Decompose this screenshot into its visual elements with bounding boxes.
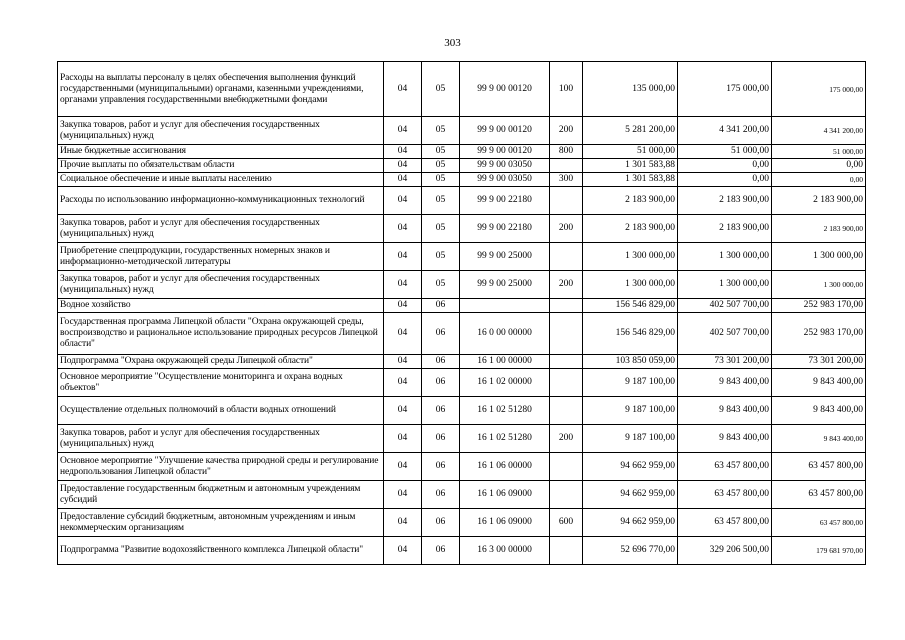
row-name: Подпрограмма "Развитие водохозяйственного комплекса Липецкой области" xyxy=(58,537,384,565)
section-code: 04 xyxy=(384,299,422,313)
subsection-code: 06 xyxy=(422,425,460,453)
expense-type-code xyxy=(550,187,583,215)
amount-year-3: 9 843 400,00 xyxy=(772,425,866,453)
subsection-code: 06 xyxy=(422,369,460,397)
amount-year-2: 63 457 800,00 xyxy=(678,453,772,481)
target-article-code: 99 9 00 25000 xyxy=(460,243,550,271)
subsection-code: 05 xyxy=(422,117,460,145)
amount-year-3: 9 843 400,00 xyxy=(772,369,866,397)
amount-year-3: 63 457 800,00 xyxy=(772,453,866,481)
amount-year-3: 51 000,00 xyxy=(772,145,866,159)
table-row xyxy=(58,481,866,509)
table-row xyxy=(58,313,866,355)
amount-year-1: 1 300 000,00 xyxy=(583,271,678,299)
subsection-code: 06 xyxy=(422,313,460,355)
amount-year-3: 1 300 000,00 xyxy=(772,243,866,271)
subsection-code: 06 xyxy=(422,481,460,509)
budget-table xyxy=(57,61,866,565)
expense-type-code: 300 xyxy=(550,173,583,187)
target-article-code: 16 1 02 51280 xyxy=(460,397,550,425)
amount-year-2: 9 843 400,00 xyxy=(678,425,772,453)
amount-year-2: 1 300 000,00 xyxy=(678,271,772,299)
table-row xyxy=(58,271,866,299)
expense-type-code xyxy=(550,243,583,271)
amount-year-3: 252 983 170,00 xyxy=(772,299,866,313)
table-row xyxy=(58,453,866,481)
subsection-code: 06 xyxy=(422,509,460,537)
row-name: Закупка товаров, работ и услуг для обеспечения государственных (муниципальных) нужд xyxy=(58,215,384,243)
target-article-code: 16 1 02 00000 xyxy=(460,369,550,397)
table-row xyxy=(58,159,866,173)
amount-year-3: 175 000,00 xyxy=(772,62,866,117)
row-name: Основное мероприятие "Улучшение качества природной среды и регулирование недропользования Липецкой области" xyxy=(58,453,384,481)
amount-year-2: 0,00 xyxy=(678,173,772,187)
amount-year-1: 9 187 100,00 xyxy=(583,369,678,397)
amount-year-3: 252 983 170,00 xyxy=(772,313,866,355)
subsection-code: 06 xyxy=(422,355,460,369)
expense-type-code xyxy=(550,537,583,565)
amount-year-2: 402 507 700,00 xyxy=(678,299,772,313)
target-article-code: 16 1 02 51280 xyxy=(460,425,550,453)
row-name: Предоставление субсидий бюджетным, автономным учреждениям и иным некоммерческим организациям xyxy=(58,509,384,537)
amount-year-2: 63 457 800,00 xyxy=(678,509,772,537)
target-article-code: 99 9 00 00120 xyxy=(460,117,550,145)
target-article-code: 16 1 00 00000 xyxy=(460,355,550,369)
expense-type-code: 200 xyxy=(550,271,583,299)
amount-year-2: 1 300 000,00 xyxy=(678,243,772,271)
section-code: 04 xyxy=(384,509,422,537)
row-name: Государственная программа Липецкой области "Охрана окружающей среды, воспроизводство и рациональное использование природных ресурсов Липецкой области" xyxy=(58,313,384,355)
expense-type-code: 600 xyxy=(550,509,583,537)
amount-year-1: 9 187 100,00 xyxy=(583,397,678,425)
expense-type-code xyxy=(550,397,583,425)
target-article-code: 16 0 00 00000 xyxy=(460,313,550,355)
amount-year-3: 2 183 900,00 xyxy=(772,187,866,215)
amount-year-2: 402 507 700,00 xyxy=(678,313,772,355)
amount-year-1: 2 183 900,00 xyxy=(583,187,678,215)
subsection-code: 06 xyxy=(422,453,460,481)
amount-year-1: 1 300 000,00 xyxy=(583,243,678,271)
amount-year-3: 2 183 900,00 xyxy=(772,215,866,243)
target-article-code: 99 9 00 03050 xyxy=(460,173,550,187)
section-code: 04 xyxy=(384,355,422,369)
amount-year-1: 156 546 829,00 xyxy=(583,313,678,355)
target-article-code: 99 9 00 22180 xyxy=(460,215,550,243)
amount-year-2: 9 843 400,00 xyxy=(678,369,772,397)
amount-year-2: 329 206 500,00 xyxy=(678,537,772,565)
table-row xyxy=(58,397,866,425)
row-name: Прочие выплаты по обязательствам области xyxy=(58,159,384,173)
amount-year-1: 52 696 770,00 xyxy=(583,537,678,565)
amount-year-2: 73 301 200,00 xyxy=(678,355,772,369)
amount-year-1: 94 662 959,00 xyxy=(583,453,678,481)
expense-type-code: 200 xyxy=(550,215,583,243)
amount-year-1: 1 301 583,88 xyxy=(583,159,678,173)
expense-type-code: 200 xyxy=(550,117,583,145)
table-row xyxy=(58,425,866,453)
table-row xyxy=(58,173,866,187)
target-article-code: 16 1 06 09000 xyxy=(460,481,550,509)
expense-type-code: 100 xyxy=(550,62,583,117)
subsection-code: 05 xyxy=(422,62,460,117)
row-name: Закупка товаров, работ и услуг для обеспечения государственных (муниципальных) нужд xyxy=(58,425,384,453)
table-row xyxy=(58,215,866,243)
amount-year-2: 4 341 200,00 xyxy=(678,117,772,145)
expense-type-code xyxy=(550,313,583,355)
expense-type-code xyxy=(550,453,583,481)
subsection-code: 05 xyxy=(422,187,460,215)
amount-year-1: 94 662 959,00 xyxy=(583,509,678,537)
expense-type-code xyxy=(550,481,583,509)
table-row xyxy=(58,117,866,145)
row-name: Расходы на выплаты персоналу в целях обеспечения выполнения функций государственными (муниципальными) органами, казенными учреждениями, органами управления государственными внебюджетными фондами xyxy=(58,62,384,117)
subsection-code: 06 xyxy=(422,537,460,565)
section-code: 04 xyxy=(384,215,422,243)
amount-year-2: 9 843 400,00 xyxy=(678,397,772,425)
target-article-code xyxy=(460,299,550,313)
row-name: Расходы по использованию информационно-коммуникационных технологий xyxy=(58,187,384,215)
amount-year-2: 63 457 800,00 xyxy=(678,481,772,509)
table-row xyxy=(58,145,866,159)
subsection-code: 06 xyxy=(422,397,460,425)
target-article-code: 99 9 00 22180 xyxy=(460,187,550,215)
amount-year-3: 179 681 970,00 xyxy=(772,537,866,565)
amount-year-1: 1 301 583,88 xyxy=(583,173,678,187)
page-number: 303 xyxy=(444,37,461,49)
expense-type-code xyxy=(550,355,583,369)
row-name: Осуществление отдельных полномочий в области водных отношений xyxy=(58,397,384,425)
section-code: 04 xyxy=(384,369,422,397)
table-row xyxy=(58,299,866,313)
amount-year-1: 9 187 100,00 xyxy=(583,425,678,453)
target-article-code: 99 9 00 25000 xyxy=(460,271,550,299)
amount-year-2: 51 000,00 xyxy=(678,145,772,159)
amount-year-3: 0,00 xyxy=(772,173,866,187)
expense-type-code xyxy=(550,299,583,313)
target-article-code: 16 1 06 09000 xyxy=(460,509,550,537)
amount-year-2: 2 183 900,00 xyxy=(678,215,772,243)
subsection-code: 05 xyxy=(422,145,460,159)
amount-year-2: 175 000,00 xyxy=(678,62,772,117)
expense-type-code: 800 xyxy=(550,145,583,159)
row-name: Предоставление государственным бюджетным и автономным учреждениям субсидий xyxy=(58,481,384,509)
section-code: 04 xyxy=(384,187,422,215)
subsection-code: 05 xyxy=(422,159,460,173)
row-name: Социальное обеспечение и иные выплаты населению xyxy=(58,173,384,187)
table-row xyxy=(58,62,866,117)
expense-type-code xyxy=(550,159,583,173)
target-article-code: 16 1 06 00000 xyxy=(460,453,550,481)
section-code: 04 xyxy=(384,313,422,355)
amount-year-3: 4 341 200,00 xyxy=(772,117,866,145)
table-row xyxy=(58,369,866,397)
subsection-code: 05 xyxy=(422,215,460,243)
table-row xyxy=(58,187,866,215)
amount-year-1: 156 546 829,00 xyxy=(583,299,678,313)
amount-year-1: 103 850 059,00 xyxy=(583,355,678,369)
amount-year-2: 2 183 900,00 xyxy=(678,187,772,215)
table-row xyxy=(58,509,866,537)
section-code: 04 xyxy=(384,62,422,117)
target-article-code: 16 3 00 00000 xyxy=(460,537,550,565)
expense-type-code xyxy=(550,369,583,397)
section-code: 04 xyxy=(384,425,422,453)
amount-year-3: 1 300 000,00 xyxy=(772,271,866,299)
section-code: 04 xyxy=(384,537,422,565)
table-row xyxy=(58,537,866,565)
subsection-code: 06 xyxy=(422,299,460,313)
amount-year-1: 51 000,00 xyxy=(583,145,678,159)
table-body xyxy=(58,62,866,565)
amount-year-3: 63 457 800,00 xyxy=(772,481,866,509)
amount-year-3: 63 457 800,00 xyxy=(772,509,866,537)
row-name: Приобретение спецпродукции, государственных номерных знаков и информационно-методической литературы xyxy=(58,243,384,271)
section-code: 04 xyxy=(384,243,422,271)
table-row xyxy=(58,243,866,271)
section-code: 04 xyxy=(384,397,422,425)
target-article-code: 99 9 00 00120 xyxy=(460,145,550,159)
section-code: 04 xyxy=(384,453,422,481)
table-row xyxy=(58,355,866,369)
subsection-code: 05 xyxy=(422,271,460,299)
expense-type-code: 200 xyxy=(550,425,583,453)
amount-year-1: 135 000,00 xyxy=(583,62,678,117)
target-article-code: 99 9 00 00120 xyxy=(460,62,550,117)
row-name: Водное хозяйство xyxy=(58,299,384,313)
target-article-code: 99 9 00 03050 xyxy=(460,159,550,173)
row-name: Закупка товаров, работ и услуг для обеспечения государственных (муниципальных) нужд xyxy=(58,117,384,145)
row-name: Подпрограмма "Охрана окружающей среды Липецкой области" xyxy=(58,355,384,369)
section-code: 04 xyxy=(384,159,422,173)
section-code: 04 xyxy=(384,117,422,145)
amount-year-3: 73 301 200,00 xyxy=(772,355,866,369)
amount-year-1: 94 662 959,00 xyxy=(583,481,678,509)
amount-year-2: 0,00 xyxy=(678,159,772,173)
subsection-code: 05 xyxy=(422,173,460,187)
section-code: 04 xyxy=(384,173,422,187)
amount-year-3: 0,00 xyxy=(772,159,866,173)
amount-year-1: 5 281 200,00 xyxy=(583,117,678,145)
section-code: 04 xyxy=(384,481,422,509)
section-code: 04 xyxy=(384,145,422,159)
amount-year-3: 9 843 400,00 xyxy=(772,397,866,425)
row-name: Иные бюджетные ассигнования xyxy=(58,145,384,159)
subsection-code: 05 xyxy=(422,243,460,271)
section-code: 04 xyxy=(384,271,422,299)
row-name: Основное мероприятие "Осуществление мониторинга и охрана водных объектов" xyxy=(58,369,384,397)
row-name: Закупка товаров, работ и услуг для обеспечения государственных (муниципальных) нужд xyxy=(58,271,384,299)
amount-year-1: 2 183 900,00 xyxy=(583,215,678,243)
